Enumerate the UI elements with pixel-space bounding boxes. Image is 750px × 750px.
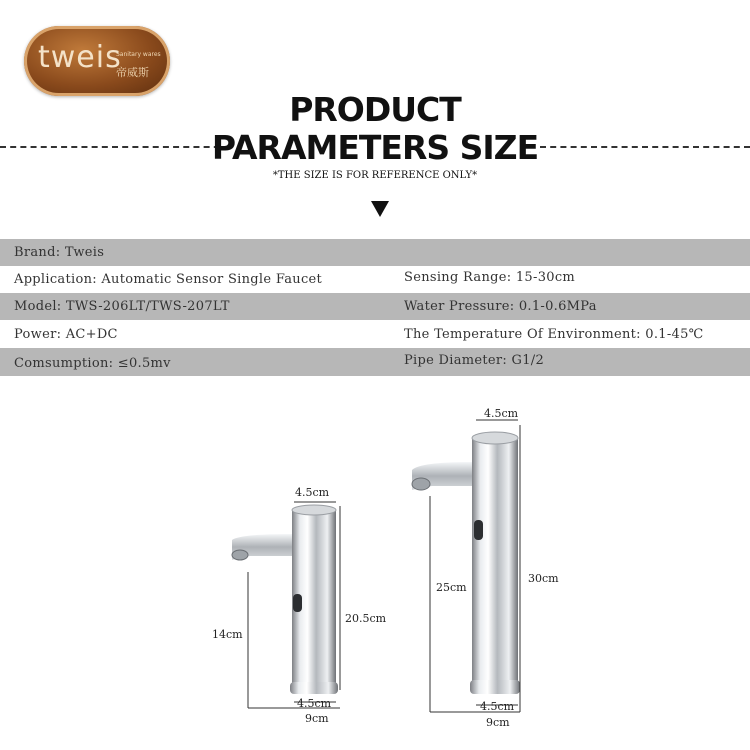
spec-application: Application: Automatic Sensor Single Faucet: [14, 272, 323, 287]
spec-water-pressure: Water Pressure: 0.1-0.6MPa: [404, 299, 597, 314]
spec-consumption: Comsumption: ≤0.5mv: [14, 356, 171, 371]
logo-chinese-name: 帝威斯: [116, 66, 149, 79]
short-spout-height-label: 14cm: [212, 628, 243, 641]
page-title-line2: PARAMETERS SIZE: [211, 128, 539, 167]
spec-sensing-range: Sensing Range: 15-30cm: [404, 270, 576, 285]
tall-height-label: 30cm: [528, 572, 559, 585]
spec-model: Model: TWS-206LT/TWS-207LT: [14, 299, 230, 314]
short-reach-label: 9cm: [305, 712, 329, 725]
reference-note: *THE SIZE IS FOR REFERENCE ONLY*: [272, 170, 478, 181]
tall-reach-label: 9cm: [486, 716, 510, 729]
tall-top-width-label: 4.5cm: [484, 407, 519, 420]
page-title-line1: PRODUCT: [289, 90, 461, 129]
tall-faucet: [412, 420, 520, 712]
short-height-label: 20.5cm: [345, 612, 387, 625]
logo-wordmark: tweis: [38, 40, 122, 75]
spec-brand: Brand: Tweis: [14, 245, 105, 260]
spec-temperature: The Temperature Of Environment: 0.1-45℃: [404, 327, 704, 342]
tall-spout-height-label: 25cm: [436, 581, 467, 594]
spec-pipe-diameter: Pipe Diameter: G1/2: [404, 353, 545, 368]
short-base-width-label: 4.5cm: [297, 697, 332, 710]
spec-power: Power: AC+DC: [14, 327, 118, 342]
short-top-width-label: 4.5cm: [295, 486, 330, 499]
logo-subtitle: Sanitary wares: [116, 51, 161, 58]
short-faucet: [232, 502, 340, 708]
tall-base-width-label: 4.5cm: [480, 700, 515, 713]
